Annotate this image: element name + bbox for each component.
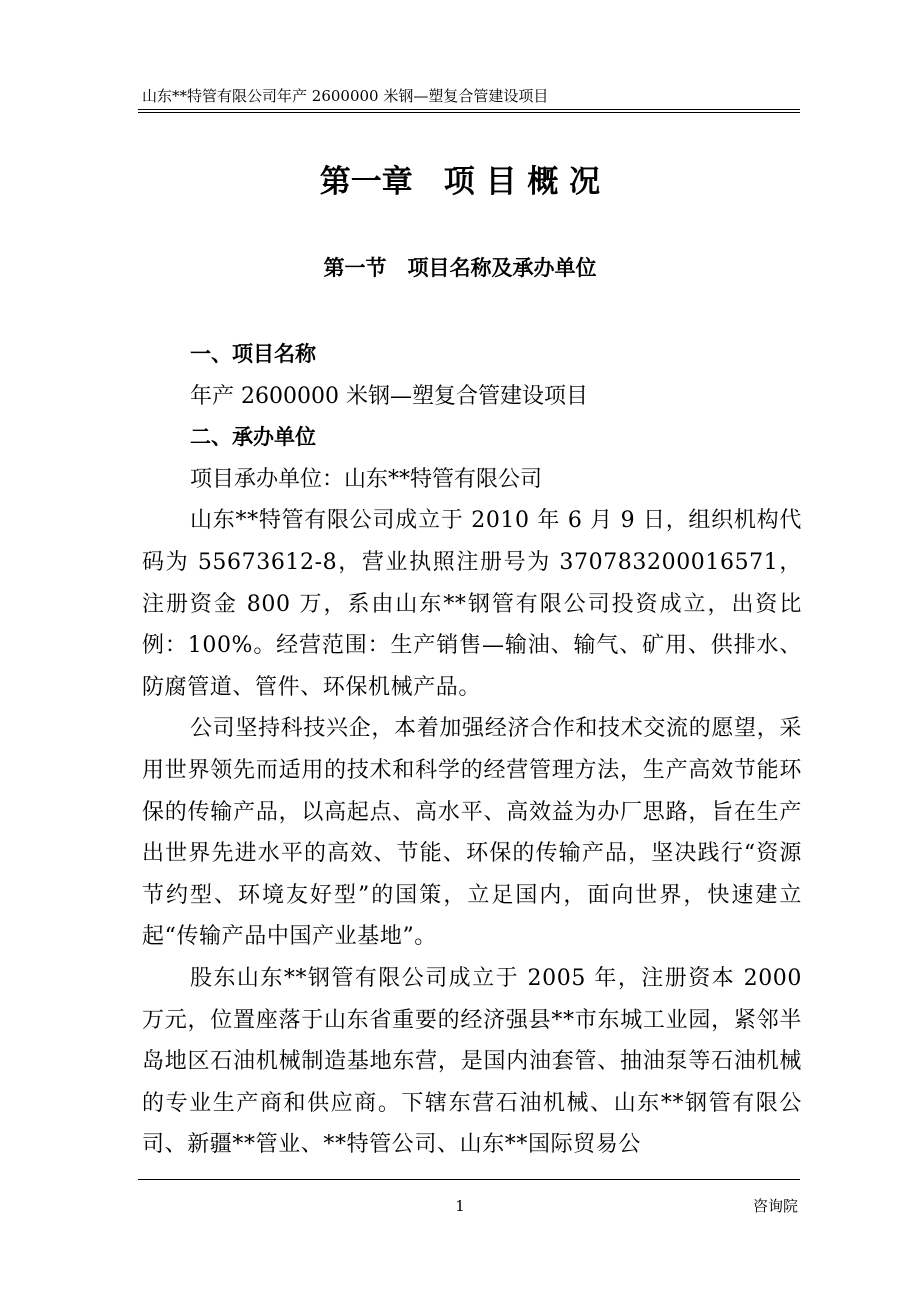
section-title: 第一节 项目名称及承办单位 <box>323 256 597 280</box>
undertaker-text: 项目承办单位：山东**特管有限公司 <box>190 466 543 492</box>
running-header: 山东**特管有限公司年产 2600000 米钢—塑复合管建设项目 <box>142 87 549 105</box>
page-number: 1 <box>455 1197 465 1215</box>
heading-undertaker: 二、承办单位 <box>190 425 316 450</box>
header-rule <box>138 109 800 113</box>
heading-project-name: 一、项目名称 <box>190 342 316 366</box>
document-body <box>142 334 802 1166</box>
footer-rule <box>138 1179 800 1180</box>
paragraph-company-mission: 公司坚持科技兴企，本着加强经济合作和技术交流的愿望，采用世界领先而适用的技术和科学的经营管理方法，生产高效节能环保的传输产品，以高起点、高水平、高效益为办厂思路，旨在生产出世界先进水平的高效、节能、环保的传输产品，坚决践行“资源节约型、环境友好型”的国策，立足国内，面向世界，快速建立起“传输产品中国产业基地”。 <box>142 716 802 950</box>
paragraph-company-profile: 山东**特管有限公司成立于 2010 年 6 月 9 日，组织机构代码为 55673612-8，营业执照注册号为 370783200016571，注册资金 800 万，系由山东**钢管有限公司投资成立，出资比例：100%。经营范围：生产销售—输油、输气、矿用、供排水、防腐管道、管件、环保机械产品。 <box>142 508 802 700</box>
project-name-text: 年产 2600000 米钢—塑复合管建设项目 <box>190 383 588 409</box>
chapter-title: 第一章 项 目 概 况 <box>319 164 601 200</box>
footer-organization: 咨询院 <box>752 1197 798 1215</box>
paragraph-shareholder: 股东山东**钢管有限公司成立于 2005 年，注册资本 2000 万元，位置座落于山东省重要的经济强县**市东城工业园，紧邻半岛地区石油机械制造基地东营，是国内油套管、抽油泵等石油机械的专业生产商和供应商。下辖东营石油机械、山东**钢管有限公司、新疆**管业、**特管公司、山东**国际贸易公 <box>142 965 802 1158</box>
